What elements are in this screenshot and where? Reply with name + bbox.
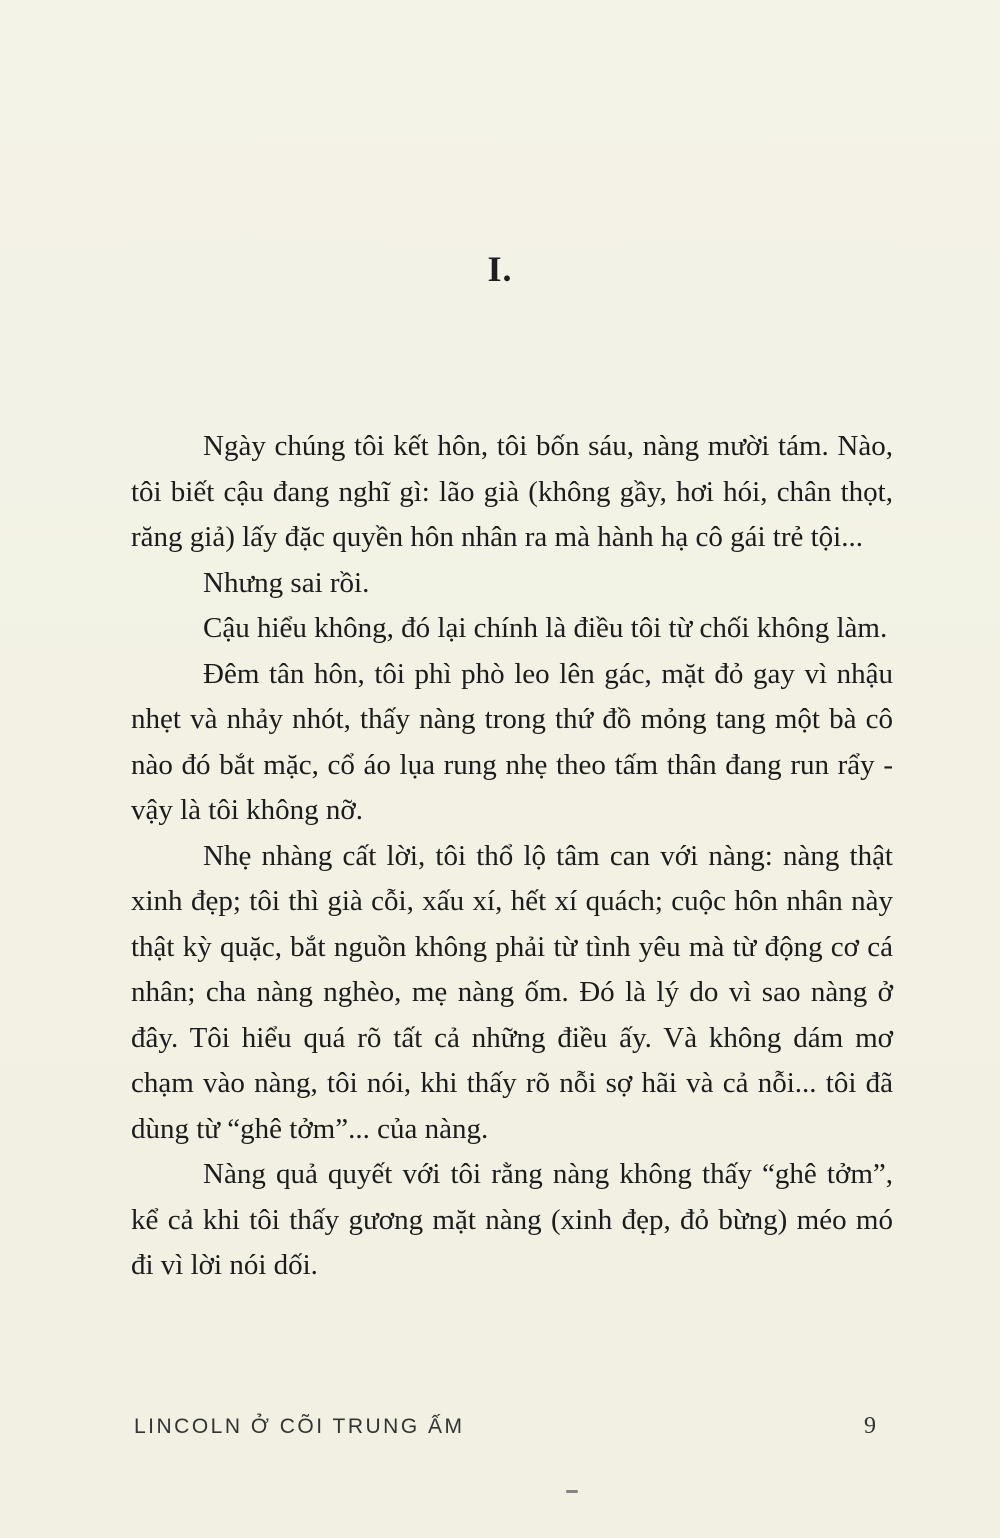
paragraph: Nàng quả quyết với tôi rằng nàng không thấy “ghê tởm”, kể cả khi tôi thấy gương mặt nàng (xinh đẹp, đỏ bừng) méo mó đi vì lời nói dối.: [131, 1158, 893, 1281]
paragraph: Cậu hiểu không, đó lại chính là điều tôi từ chối không làm.: [203, 612, 888, 644]
paragraph: Nhưng sai rồi.: [203, 566, 370, 599]
paper-speck: [566, 1490, 578, 1493]
paragraph: Nhẹ nhàng cất lời, tôi thổ lộ tâm can với nàng: nàng thật xinh đẹp; tôi thì già cỗi, xấu xí, hết xí quách; cuộc hôn nhân này thật kỳ quặc, bắt nguồn không phải từ tình yêu mà từ động cơ cá nhân; cha nàng nghèo, mẹ nàng ốm. Đó là lý do vì sao nàng ở đây. Tôi hiểu quá rõ tất cả những điều ấy. Và không dám mơ chạm vào nàng, tôi nói, khi thấy rõ nỗi sợ hãi và cả nỗi... tôi đã dùng từ “ghê tởm”... của nàng.: [131, 839, 893, 1145]
page-number: 9: [864, 1413, 876, 1439]
paragraph: Ngày chúng tôi kết hôn, tôi bốn sáu, nàng mười tám. Nào, tôi biết cậu đang nghĩ gì: lão già (không gầy, hơi hói, chân thọt, răng giả) lấy đặc quyền hôn nhân ra mà hành hạ cô gái trẻ tội...: [131, 430, 893, 553]
running-footer-title: LINCOLN Ở CÕI TRUNG ẤM: [134, 1415, 465, 1438]
chapter-body: [131, 424, 893, 1289]
chapter-heading: I.: [487, 249, 513, 289]
paragraph: Đêm tân hôn, tôi phì phò leo lên gác, mặt đỏ gay vì nhậu nhẹt và nhảy nhót, thấy nàng trong thứ đồ mỏng tang một bà cô nào đó bắt mặc, cổ áo lụa rung nhẹ theo tấm thân đang run rẩy - vậy là tôi không nỡ.: [131, 657, 893, 826]
